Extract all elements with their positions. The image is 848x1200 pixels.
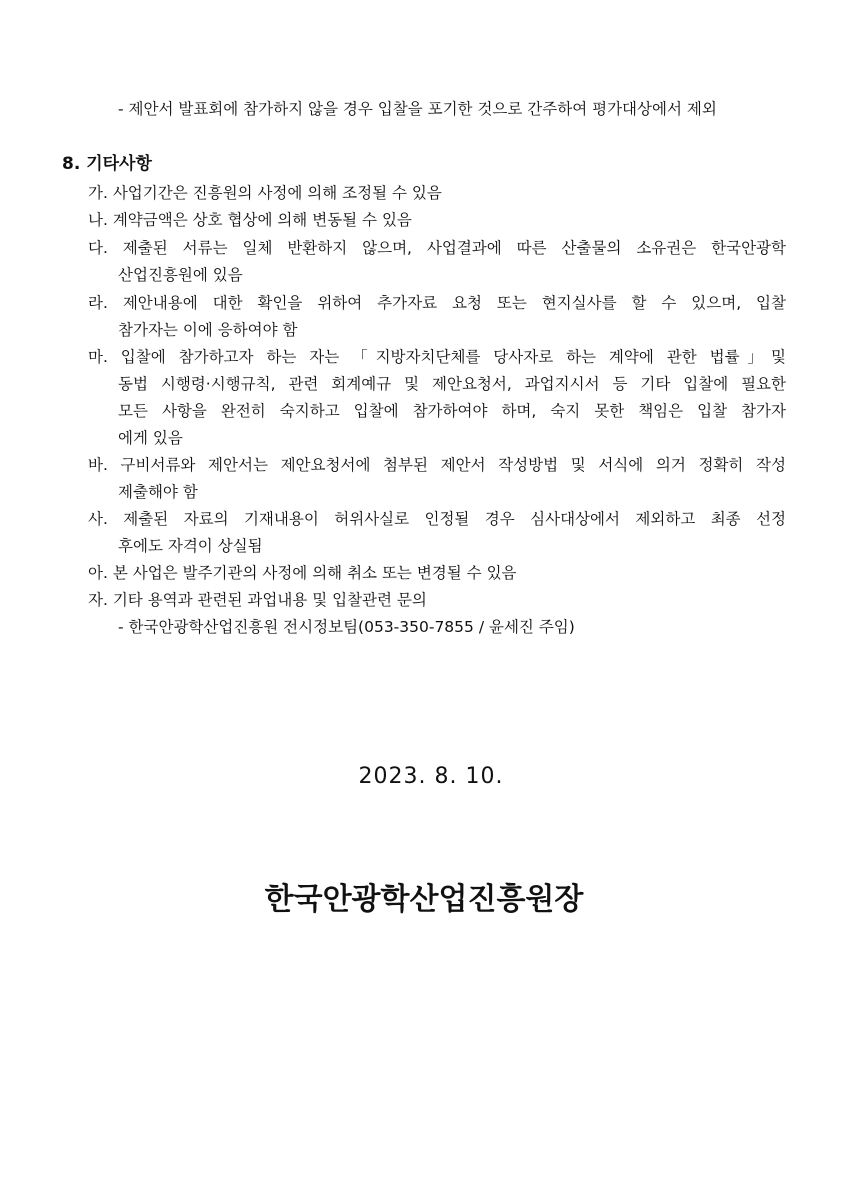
list-item-ra-line-2: 참가자는 이에 응하여야 함 [118, 321, 298, 339]
list-item-da-line-1: 다. 제출된 서류는 일체 반환하지 않으며, 사업결과에 따른 산출물의 소유권은 한국안광학 [88, 239, 786, 257]
section-title: 8. 기타사항 [62, 154, 152, 174]
list-item-a: 아. 본 사업은 발주기관의 사정에 의해 취소 또는 변경될 수 있음 [88, 564, 517, 582]
list-item-ma-line-4: 에게 있음 [118, 429, 183, 447]
document-date: 2023. 8. 10. [358, 764, 504, 789]
list-item-ma-line-2: 동법 시행령·시행규칙, 관련 회계예규 및 제안요청서, 과업지시서 등 기타 입찰에 필요한 [118, 375, 786, 393]
list-item-da-line-2: 산업진흥원에 있음 [118, 266, 243, 284]
list-item-ma-line-3: 모든 사항을 완전히 숙지하고 입찰에 참가하여야 하며, 숙지 못한 책임은 입찰 참가자 [118, 402, 786, 420]
list-item-ja-line-1: 자. 기타 용역과 관련된 과업내용 및 입찰관련 문의 [88, 591, 427, 609]
list-item-na: 나. 계약금액은 상호 협상에 의해 변동될 수 있음 [88, 211, 412, 229]
list-item-ra-line-1: 라. 제안내용에 대한 확인을 위하여 추가자료 요청 또는 현지실사를 할 수 있으며, 입찰 [88, 294, 786, 312]
list-item-sa-line-1: 사. 제출된 자료의 기재내용이 허위사실로 인정될 경우 심사대상에서 제외하고 최종 선정 [88, 510, 786, 528]
list-item-ba-line-2: 제출해야 함 [118, 483, 198, 501]
list-item-ga: 가. 사업기간은 진흥원의 사정에 의해 조정될 수 있음 [88, 184, 442, 202]
list-item-ma-line-1: 마. 입찰에 참가하고자 하는 자는 「지방자치단체를 당사자로 하는 계약에 관한 법률」및 [88, 348, 786, 366]
contact-info: - 한국안광학산업진흥원 전시정보팀(053-350-7855 / 윤세진 주임) [118, 618, 575, 636]
organization-name: 한국안광학산업진흥원장 [264, 882, 584, 917]
list-item-sa-line-2: 후에도 자격이 상실됨 [118, 537, 263, 555]
intro-note: - 제안서 발표회에 참가하지 않을 경우 입찰을 포기한 것으로 간주하여 평가대상에서 제외 [118, 100, 717, 118]
list-item-ba-line-1: 바. 구비서류와 제안서는 제안요청서에 첨부된 제안서 작성방법 및 서식에 의거 정확히 작성 [88, 456, 786, 474]
